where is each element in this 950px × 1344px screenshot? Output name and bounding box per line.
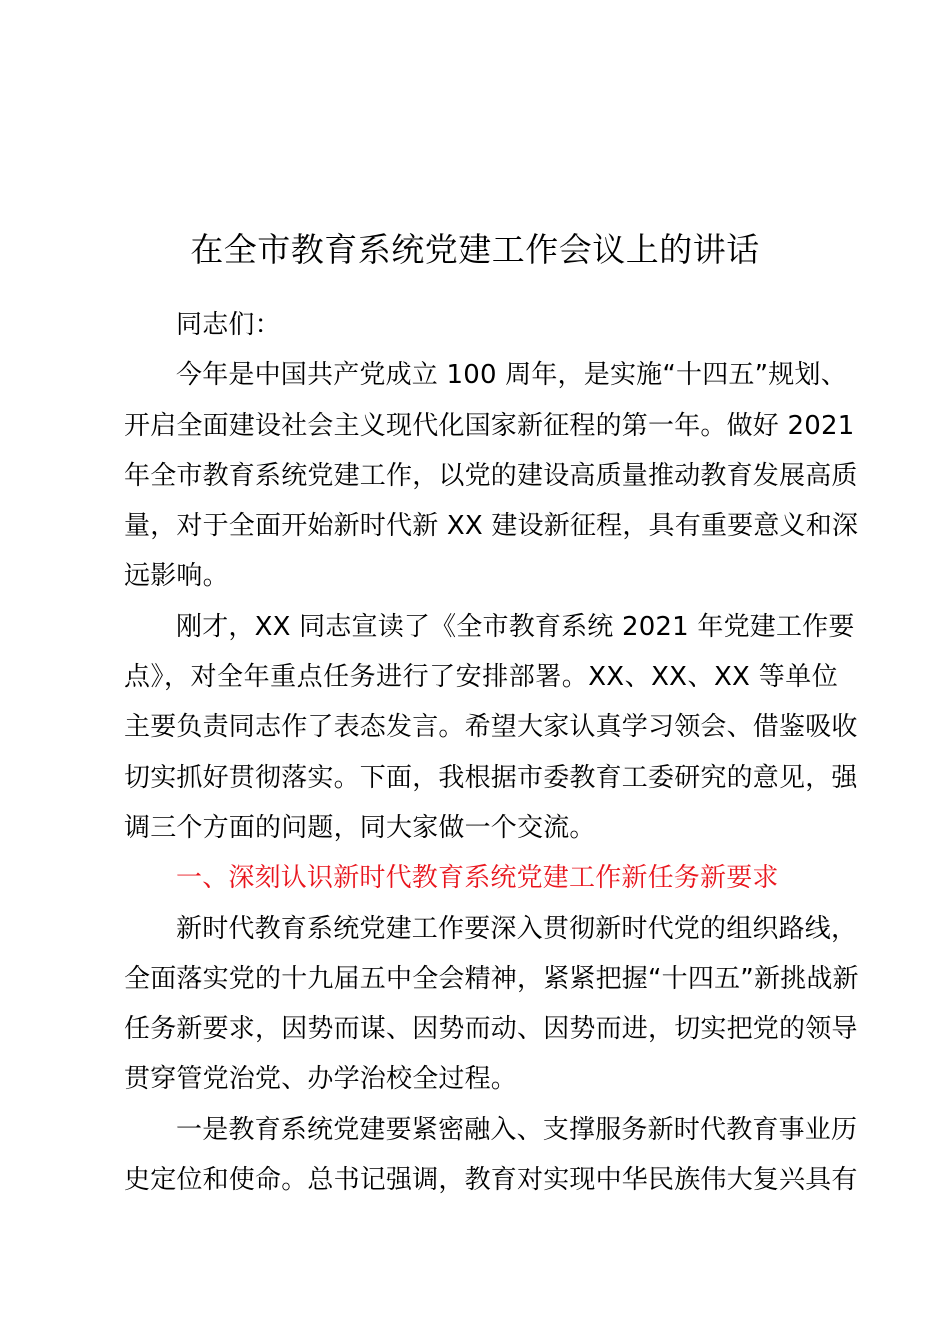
body-line: 点》，对全年重点任务进行了安排部署。XX、XX、XX 等单位 xyxy=(124,662,838,693)
body-line: 调三个方面的问题，同大家做一个交流。 xyxy=(124,812,596,843)
body-line: 主要负责同志作了表态发言。希望大家认真学习领会、借鉴吸收 xyxy=(124,712,858,743)
body-line: 切实抓好贯彻落实。下面，我根据市委教育工委研究的意见，强 xyxy=(124,762,858,793)
document-body xyxy=(124,300,859,1205)
body-line: 年全市教育系统党建工作，以党的建设高质量推动教育发展高质 xyxy=(124,460,858,491)
body-line: 量，对于全面开始新时代新 XX 建设新征程，具有重要意义和深 xyxy=(124,511,859,542)
body-line: 任务新要求，因势而谋、因势而动、因势而进，切实把党的领导 xyxy=(124,1014,858,1045)
body-line: 开启全面建设社会主义现代化国家新征程的第一年。做好 2021 xyxy=(124,410,855,441)
body-line: 史定位和使命。总书记强调，教育对实现中华民族伟大复兴具有 xyxy=(124,1165,858,1196)
body-line: 全面落实党的十九届五中全会精神，紧紧把握“十四五”新挑战新 xyxy=(124,963,859,994)
body-line: 今年是中国共产党成立 100 周年，是实施“十四五”规划、 xyxy=(176,360,847,391)
body-line: 同志们： xyxy=(176,310,281,340)
section-heading: 一、深刻认识新时代教育系统党建工作新任务新要求 xyxy=(176,863,779,894)
body-line: 新时代教育系统党建工作要深入贯彻新时代党的组织路线， xyxy=(176,913,858,944)
body-line: 一是教育系统党建要紧密融入、支撑服务新时代教育事业历 xyxy=(176,1114,858,1145)
body-line: 刚才，XX 同志宣读了《全市教育系统 2021 年党建工作要 xyxy=(176,611,855,642)
document-title: 在全市教育系统党建工作会议上的讲话 xyxy=(190,230,760,269)
body-line: 远影响。 xyxy=(124,561,229,592)
body-line: 贯穿管党治党、办学治校全过程。 xyxy=(124,1064,518,1095)
